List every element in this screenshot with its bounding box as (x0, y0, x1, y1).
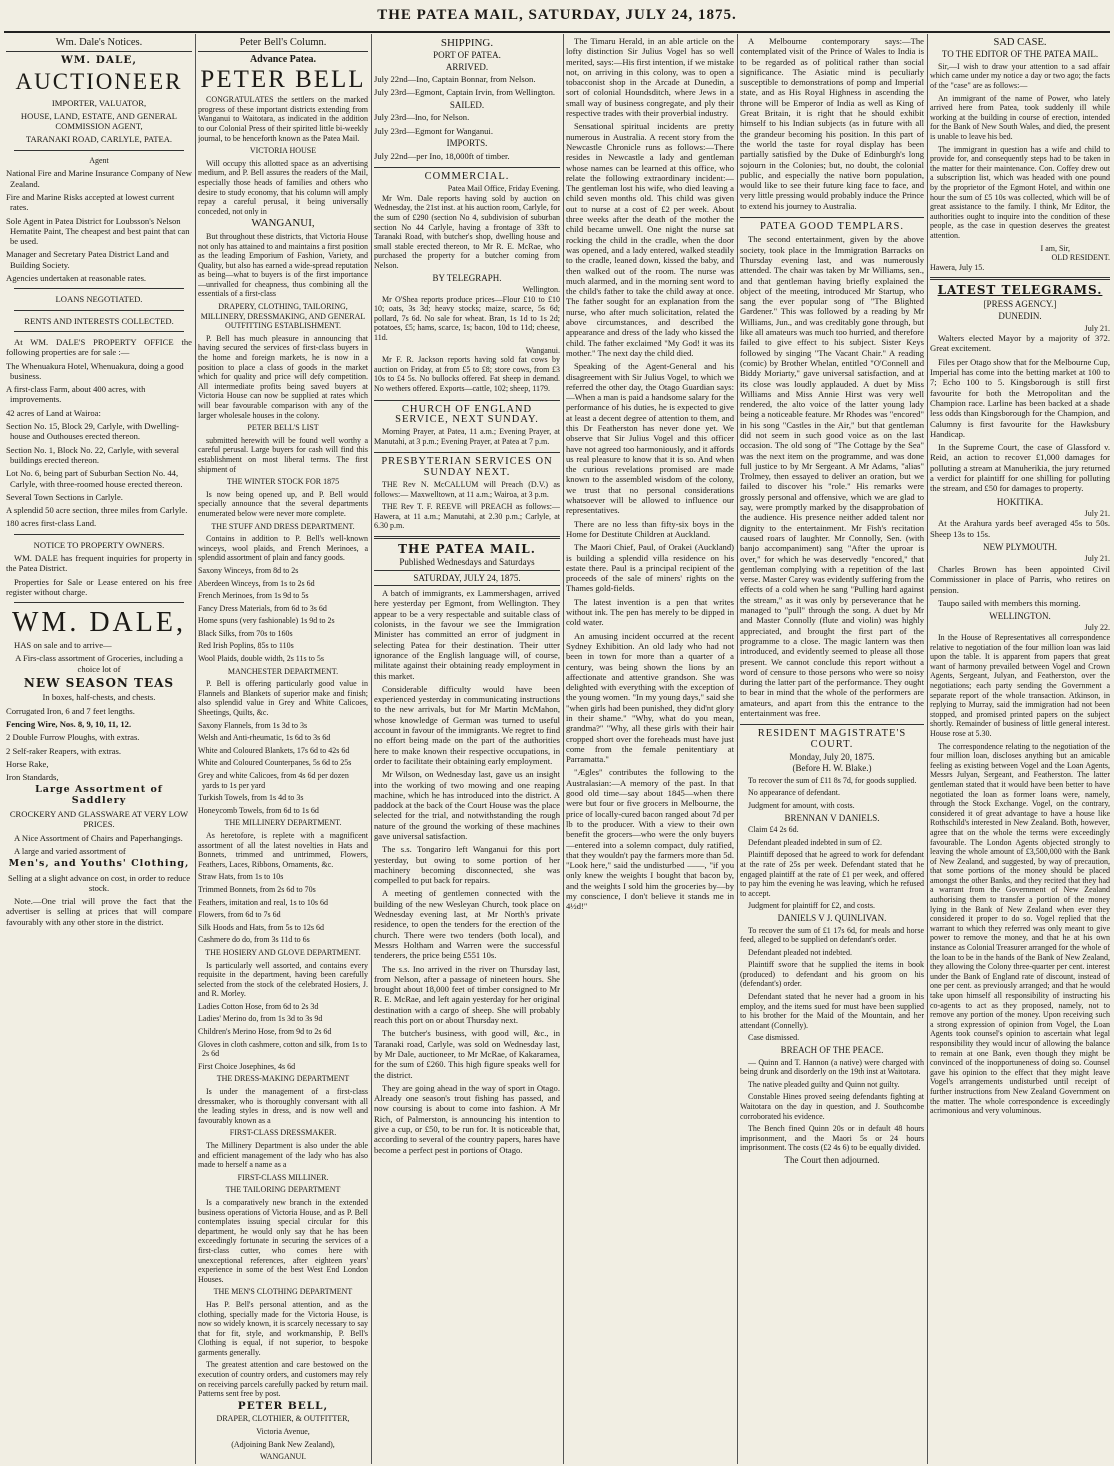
paragraph: An amusing incident occurred at the recent Sydney Exhibition. An old lady who had not been in town for more than a quarter of a century, was being shown the lions by an affectionate and attentive grandson. She was delighted with everything with the exception of the young women. "In my young days," said she "when girls had been punished, they did'nt glory in their shame." "Why, what do you mean, grandma?" "Why, all these girls with their hair cropped short over the foreheads must have just come from the female penitentiary at Parramatta." (566, 630, 734, 765)
price-line: Home spuns (very fashionable) 1s 9d to 2s (198, 616, 335, 626)
list-item: 42 acres of Land at Wairoa: (6, 407, 101, 418)
price-line: White and Coloured Blankets, 17s 6d to 42s 6d (198, 745, 350, 755)
loans-heading: LOANS NEGOTIATED. (55, 294, 143, 305)
price-line: Fancy Dress Materials, from 6d to 3s 6d (198, 603, 327, 613)
paragraph: The second entertainment, given by the above society, took place in the Immigration Barracks on Thursday evening last, and was numerously attended. The chair was taken by Mr Williams, sen., and that gentleman having briefly explained the object of the meeting, introduced Mr Startup, who sang the ever popular song of "The Blighted Gardener." This was followed by a reading by Mr Williams, Jun., and was creditably gone through, but like all amateurs was much too hurried, and therefore failed to give effect to his subject. Sister Keys followed by singing "The Vacant Chair." A reading (comic) by Brother Whelan, entitled "O'Connell and Biddy Moriarty," gave universal satisfaction, and at its close was loudly applauded. A duet by Miss Williams and Miss Annie Hirst was very well rendered, the alto voice of the latter young lady being a noticeable feature. Mr Rhodes was "encored" in his song "Castles in the Air," but that gentleman did not seem in such good voice as on the last occasion. The old song of "The Cottage by the Sea" was the next item on the programme, and was done full justice to by Mr Sergeant. A Mr Adams, "alias" Trolmey, then essayed to deliver an oration, but we failed to discover his "role." His remarks were grossly personal and offensive, which we are glad to say, were promptly marked by the disapprobation of the audience. His presence neither added talent nor dignity to the entertainment. Mr Fish's recitation caused roars of laughter. Mr Connolly, Sen. (with banjo accompaniment) sang "After the uproar is over," for which he was deservedly "encored," that gentleman complying with a repetition of the last verse. Master Carey was evidently suffering from the effects of a cold when he sang "Pulling hard against the stream," as it was only by perseverance that he managed to "pull" through the song. A duet by Mr and Master Connolly (flute and violin) was highly appreciated, and brought the first part of the programme to a close. The magic lantern was then introduced, and evidently seemed to please all those present. We cannot conclude this report without a word of censure to those persons who were so noisy during the latter part of the performance. They ought to bear in mind that the whole of the performers are amateurs, and apart from this the entrance to the entertainment was free. (740, 234, 924, 718)
court-line: Case dismissed. (748, 1033, 800, 1043)
place-heading: HOKITIKA. (996, 496, 1044, 507)
paragraph: Is a comparatively new branch in the extended business operations of Victoria House, and as P. Bell contemplates issuing special circular for this department, he would only say that he has been exceedingly fortunate in securing the services of a first-class cutter, who comes here with unexceptional references, after eighteen years' experience in some of the best West End London Houses. (198, 1197, 368, 1284)
paragraph: Mr Wilson, on Wednesday last, gave us an insight into the working of two mowing and one reaping machine, which he has introduced into the district. A paddock at the back of the Court House was the place selected for the trial, and notwithstanding the rough nature of the ground the working of these machines gave universal satisfaction. (374, 769, 560, 841)
paragraph: Is now being opened up, and P. Bell would specially announce that the several departments enumerated below were never more complete. (198, 489, 368, 518)
letter-place: Hawera, July 15. (930, 262, 985, 272)
teas-heading: NEW SEASON TEAS (23, 676, 175, 691)
clothing-intro: A large and varied assortment of (14, 845, 126, 856)
dateline: July 21. (1084, 323, 1110, 333)
paragraph: THE Rev T. F. REEVE will PREACH as follows:— Hawera, at 11 a.m.; Manutahi, at 2.30 p.m.; Carlyle, at 6.30 p.m. (374, 502, 560, 531)
shipping-line: July 22nd—Ino, Captain Bonnar, from Nelson. (374, 74, 536, 85)
court-line: Plaintiff deposed that he agreed to work for defendant at the rate of 25s per week. Defendant stated that he engaged plaintiff at the rate of £1 per week, and offered to pay him the evening he was leaving, which he refused to accept. (740, 850, 924, 898)
agent-label: Agent (89, 155, 109, 165)
subheading: ARRIVED. (445, 61, 489, 72)
price-line: Grey and white Calicoes, from 4s 6d per dozen yards to 1s per yard (198, 771, 349, 790)
advertiser-name-large: WM. DALE, (12, 607, 186, 639)
paragraph: The Timaru Herald, in an able article on the lofty distinction Sir Julius Vogel has so well merited, says:—His first intention, if we mistake not, on arriving in this colony, was to open a tobacconist shop in the Arcade at Dunedin, a sort of colonial Houndsditch, where Jews in a small way of business congregate, and ply their respective trades with their proverbial industry. (566, 36, 734, 119)
case-heading: DANIELS V J. QUINLIVAN. (777, 912, 887, 923)
paragraph: The s.s. Tongariro left Wanganui for this port yesterday, but owing to some portion of her machinery becoming disconnected, she was compelled to put back for repairs. (374, 844, 560, 886)
paper-title: THE PATEA MAIL. (398, 541, 536, 556)
paragraph: P. Bell is offering particularly good value in Flannels and Blankets of superior make and finish; also splendid value in Grey and White Calicoes, Sheetings, Quilts, &c. (198, 679, 368, 718)
subheading: FIRST-CLASS DRESSMAKER. (229, 1128, 337, 1138)
paragraph: Contains in addition to P. Bell's well-known winceys, wool plaids, and French Merinoes, a splendid assortment of plain and fancy goods. (198, 534, 368, 563)
price-line: Silk Hoods and Hats, from 5s to 12s 6d (198, 922, 324, 932)
section-heading: CHURCH OF ENGLAND SERVICE, NEXT SUNDAY. (374, 400, 560, 426)
goods-line: 2 Self-raker Reapers, with extras. (6, 745, 122, 756)
place-heading: NEW PLYMOUTH. (983, 542, 1057, 553)
price-line: White and Coloured Counterpanes, 5s 6d to 25s (198, 758, 352, 768)
column-news (566, 36, 734, 1464)
price-line: Black Silks, from 70s to 160s (198, 628, 293, 638)
column-telegrams (930, 36, 1110, 1464)
paragraph: Morning Prayer, at Patea, 11 a.m.; Evening Prayer, at Manutahi, at 3 p.m.; Evening Prayer, at Patea at 7 p.m. (374, 427, 560, 446)
column-rule (563, 34, 564, 1464)
subheading: THE HOSIERY AND GLOVE DEPARTMENT. (205, 947, 361, 957)
goods-line: Horse Rake, (6, 758, 49, 769)
dateline: Wellington. (522, 285, 560, 295)
shipping-line: July 23rd—Ino, for Nelson. (374, 112, 470, 123)
paragraph: THE Rev N. McCALLUM will Preach (D.V.) as follows:— Maxwelltown, at 11 a.m.; Wairoa, at 3 p.m. (374, 480, 560, 499)
paragraph: There are no less than fifty-six boys in the Home for Destitute Children at Auckland. (566, 518, 734, 539)
paragraph: submitted herewith will be found well worthy a careful perusal. Large buyers for cash will find this establishment on most liberal terms. The first shipment of (198, 435, 368, 474)
list-item: Section No. 15, Block 29, Carlyle, with Dwelling-house and Outhouses erected thereon. (6, 421, 180, 442)
letter-paragraph: Sir,—I wish to draw your attention to a sad affair which came under my notice a day or two ago; the facts of the "case" are as follows:— (930, 61, 1110, 91)
section-heading: PATEA GOOD TEMPLARS. (740, 217, 924, 232)
list-item: Manager and Secretary Patea District Land and Building Society. (6, 249, 169, 270)
trade-line: IMPORTER, VALUATOR, (51, 97, 147, 108)
paragraph: Will occupy this allotted space as an advertising medium, and P. Bell assures the readers of the Mail, especially those heads of families and others who desire to study economy, that his column will amply repay a careful perusal, it being universally conceded, not only in (198, 158, 368, 216)
price-line: Straw Hats, from 1s to 10s (198, 872, 284, 882)
price-line: Flowers, from 6d to 7s 6d (198, 910, 281, 920)
price-line: Honeycomb Towels, from 6d to 1s 6d (198, 805, 319, 815)
price-line: Turkish Towels, from 1s 4d to 3s (198, 793, 304, 803)
paragraph: Considerable difficulty would have been experienced yesterday in communicating instructions to the new arrivals, but for Mr Martin McMahon, whose knowledge of German was turned to useful account in favour of the immigrants. We regret to find no effort being made on the part of the authorities here to make known their respective occupations, in order to facilitate their obtaining early employment. (374, 683, 560, 766)
signoff-town: WANGANUI. (260, 1452, 306, 1462)
signoff-address: (Adjoining Bank New Zealand), (231, 1439, 335, 1449)
section-heading: PRESBYTERIAN SERVICES ON SUNDAY NEXT. (374, 452, 560, 478)
goods-line: Corrugated Iron, 6 and 7 feet lengths. (6, 705, 135, 716)
column-rule (371, 34, 372, 1464)
trade-line: HOUSE, LAND, ESTATE, AND GENERAL COMMISSION AGENT, (20, 110, 178, 132)
price-line: Aberdeen Winceys, from 1s to 2s 6d (198, 578, 315, 588)
column-bell (198, 36, 368, 1464)
list-item: Sole Agent in Patea District for Loubsson's Nelson Hematite Paint, The cheapest and best paint that can be used. (6, 215, 190, 247)
paragraph: Is particularly well assorted, and contains every requisite in the department, having been carefully selected from the stock of the celebrated Hosiers, J. and R. Morley. (198, 960, 368, 999)
subheading: THE WINTER STOCK FOR 1875 (226, 477, 340, 487)
paragraph: Walters elected Mayor by a majority of 372. Great excitement. (930, 333, 1110, 354)
subheading: PETER BELL'S LIST (247, 423, 319, 433)
divider (14, 602, 184, 603)
paragraph: The s.s. Ino arrived in the river on Thursday last, from Nelson, after a passage of nineteen hours. She brought about 18,000 feet of timber consigned to Mr R. E. McRae, and left again yesterday for her original destination with a cargo of sheep. She will probably reach this port on or about Thursday next. (374, 963, 560, 1026)
subheading: FIRST-CLASS MILLINER. (237, 1172, 329, 1182)
list-item: A first-class Farm, about 400 acres, with improvements. (6, 384, 146, 405)
dateline: Patea Mail Office, Friday Evening. (447, 184, 560, 194)
note-line: Note.—One trial will prove the fact that the advertiser is selling at prices that will compare favourably with any other store in the district. (6, 896, 192, 927)
column-header: Wm. Dale's Notices. (6, 36, 192, 52)
list-item: Fire and Marine Risks accepted at lowest current rates. (6, 191, 175, 213)
paragraph: P. Bell has much pleasure in announcing that having secured the services of first-class buyers in the home and foreign markets, he is now in a position to place a class of goods in the market which for quality and price will defy competition. All intermediate profits being saved buyers at Victoria House can now be supplied at rates which will bear favourable comparison with any of the larger wholesale houses in the colony. (198, 333, 368, 420)
court-line: Constable Hines proved seeing defendants fighting at Waitotara on the day in question, and J. Southcombe corroborated his evidence. (740, 1092, 924, 1121)
paragraph: But throughout these districts, that Victoria House not only has attained to and maintains a first position as the leading Emporium of Fashion, Variety, and Quality, but also has earned a wide-spread reputation as being—what to buyers is of the first importance—unrivalled for cheapness, thus combining all the essentials of a first-class (198, 231, 368, 299)
goods-line: In boxes, half-chests, and chests. (42, 692, 156, 703)
list-item: Lot No. 6, being part of Suburban Section No. 44, Carlyle, with three-roomed house erected thereon. (6, 468, 183, 489)
address-line: TARANAKI ROAD, CARLYLE, PATEA. (25, 134, 173, 145)
place-heading: DUNEDIN. (998, 311, 1042, 322)
paragraph: They are going ahead in the way of sport in Otago. Already one season's trout fishing has passed, and now coursing is about to come into fashion. A Mr Rich, of Palmerston, is announcing his intention to give a cup, or £50, to be run for. It is noticeable that, according to several of the country papers, hares have become a perfect pest in portions of Otago. (374, 1082, 560, 1155)
subheading: THE DRESS-MAKING DEPARTMENT (216, 1074, 350, 1084)
divider (930, 277, 1110, 280)
court-magistrate: (Before H. W. Blake.) (792, 763, 872, 774)
paragraph: A Melbourne contemporary says:—The contemplated visit of the Prince of Wales to India is to be regarded as of political rather than social significance. The Asiatic mind is peculiarly susceptible to demonstrations of pomp and Imperial state, and as His Royal Highness in ascending the throne will be Emperor of India as well as King of Great Britain, it is right that he should exhibit himself to his Indian subjects (as in future with all the grandeur becoming his position. In this part of the world the taste for royal display has been partially satisfied by the Duke of Edinburgh's long sojourn in the Colonies; but, no doubt, the colonial public, and especially the native born population, would like to see their future king face to face, and very little pressing would probably induce the Prince to extend his journey to Australia. (740, 36, 924, 211)
column-rule (195, 34, 196, 1464)
paragraph: CONGRATULATES the settlers on the marked progress of these important districts extending from Wanganui to Waitotara, as indicated in the addition to our Colonial Press of their spirited little bi-weekly journal, to be henceforth known as the Patea Mail. (198, 95, 368, 143)
goods-line: 2 Double Furrow Ploughs, with extras. (6, 732, 140, 743)
divider (14, 534, 184, 535)
goods-line: Iron Standards, (6, 772, 59, 783)
notice-body: WM. DALE has frequent inquiries for property in the Patea District. (6, 552, 192, 574)
signoff-trade: DRAPER, CLOTHIER, & OUTFITTER, (216, 1414, 350, 1424)
paragraph: In the Supreme Court, the case of Glassford v. Reid, an action to recover £1,000 damages for polluting a stream at Manuherikia, the jury returned a verdict for plaintiff for one shilling for polluting the stream, and £50 for damages to property. (930, 442, 1110, 494)
paragraph: The correspondence relating to the negotiation of the four million loan, discloses anything but an amicable feeling as existing between Vogel and the Loan Agents, Messrs Julyan, Sergeant, and Featherston. The latter gentleman stated that it would have been better to have negotiated the loan as former loans were, namely, through the Stock Exchange. Vogel, on the contrary, considered it of great advantage to have a house like Rothschild's interested in New Zealand. Both, however, agree that on the whole the terms were exceedingly favourable. The London Agents objected strongly to leaving the whole amount of £3,500,000 with the Bank of New Zealand, and suggested, by way of precaution, that some portions of the money should be placed amongst the other Banks, and they recited that they had a warrant from the Government of New Zealand authorising them to transfer a portion of the money lying in the Bank of New Zealand when ever they considered it proper to do so. Vogel replied that the warrant to which they referred was only meant to give power to remove the money, and that he at his own instance as Colonial Treasurer arranged for the whole of the loan to be in the hands of the Bank of New Zealand, they allowing the Colony three-quarter per cent. interest under the Bank of England rate of discount, instead of one per cent. as previously arranged; and that he would take upon himself all responsibility of instructing his co-agents to act as they proposed, namely, not to remove any portion of the money. Upon receiving such a strong expression of opinion from Vogel, the Loan Agents took counsel's opinion to ascertain what legal responsibility they would incur of allowing the balance to remain at one Bank, even though they might be convinced of the inopportuneness of doing so. Counsel gave his opinion to the effect that they might leave Vogel's arrangements undisturbed until receipt of further instructions from New Zealand Government on the matter. The whole correspondence is exceedingly acrimonious and very voluminous. (930, 741, 1110, 1116)
advertiser-name: WM. DALE, (60, 54, 138, 67)
notice-heading: NOTICE TO PROPERTY OWNERS. (33, 539, 165, 550)
court-line: Defendant pleaded not indebted. (748, 947, 852, 957)
paper-subtitle: Published Wednesdays and Saturdays (399, 557, 535, 568)
crockery-line: CROCKERY AND GLASSWARE AT VERY LOW PRICES. (9, 809, 189, 830)
paragraph: Mr F. R. Jackson reports having sold fat cows by auction on Friday, at from £5 to £8; store cows, from £3 10s to £4 5s. No bullocks offered. Fat sheep in demand. No wethers offered. Exports—cattle, 102; sheep, 1179. (374, 355, 560, 394)
section-heading: COMMERCIAL. (374, 167, 560, 182)
subheading: WANGANUI, (251, 217, 315, 230)
list-item: Several Town Sections in Carlyle. (6, 491, 123, 502)
price-line: Saxony Winceys, from 8d to 2s (198, 565, 299, 575)
court-line: Judgment for plaintiff for £2, and costs. (748, 901, 875, 911)
column-templars-court (740, 36, 924, 1464)
paragraph: The greatest attention and care bestowed on the execution of country orders, and customers may rely on receiving parcels carefully packed by return mail. Patterns sent free by post. (198, 1360, 368, 1399)
court-line: Claim £4 2s 6d. (748, 825, 799, 835)
dateline: July 22. (1084, 623, 1110, 633)
chairs-line: A Nice Assortment of Chairs and Paperhangings. (14, 832, 183, 843)
court-line: Plaintiff swore that he supplied the items in book (produced) to defendant and his groom on his (defendant's) order. (740, 960, 924, 989)
price-line: Trimmed Bonnets, from 2s 6d to 70s (198, 884, 316, 894)
paragraph: A meeting of gentlemen connected with the building of the new Wesleyan Church, took place on Wednesday evening last, at Mr North's private residence, to open the tenders for the erection of the church. There were two tenders (both local), and Messrs Holtham and Warren were the successful tenderers, the price being £551 10s. (374, 888, 560, 961)
list-item: 180 acres first-class Land. (6, 518, 97, 529)
court-line: To recover the sum of £1 17s 6d, for meals and horse feed, alleged to be supplied on defendant's order. (740, 925, 924, 945)
subheading: PORT OF PATEA. (433, 50, 501, 61)
section-heading: SAD CASE. (993, 37, 1047, 48)
clothing-line: Men's, and Youths' Clothing, (8, 858, 190, 870)
paragraph: The Maori Chief, Paul, of Orakei (Auckland) is building a splendid villa residence on his estate there. Paul is a principal recipient of the proceeds of the sale of miners' rights on the Thames gold-fields. (566, 542, 734, 594)
shipping-line: July 23rd—Egmont for Wanganui. (374, 125, 493, 136)
saddlery-line: Large Assortment of Saddlery (35, 784, 163, 806)
subheading: SAILED. (449, 99, 485, 110)
shipping-line: July 23rd—Egmont, Captain Irvin, from Wellington. (374, 87, 556, 98)
court-line: Defendant pleaded indebted in sum of £2. (748, 837, 882, 847)
paragraph: As heretofore, is replete with a magnificent assortment of all the latest novelties in Hats and Bonnets, trimmed and untrimmed, Flowers, Feathers, Laces, Ribbons, Ornaments, &c. (198, 830, 368, 869)
section-heading: SHIPPING. (440, 37, 494, 49)
paragraph: Charles Brown has been appointed Civil Commissioner in place of Parris, who retires on pension. (930, 563, 1110, 595)
subheading: BY TELEGRAPH. (432, 272, 502, 283)
paragraph: Is under the management of a first-class dressmaker, who is thoroughly conversant with all the leading styles in dress, and is now well and favourably known as a (198, 1087, 368, 1125)
paragraph: Has P. Bell's personal attention, and as the clothing, specially made for the Victoria House, is now so widely known, it is scarcely necessary to say that for fit, style, and workmanship, P. Bell's Clothing is equal, if not superior, to bespoke garments generally. (198, 1299, 368, 1357)
column-header: Peter Bell's Column. (198, 36, 368, 52)
column-dale-notices (6, 36, 192, 1464)
telegrams-heading: LATEST TELEGRAMS. (937, 283, 1103, 298)
advance-line: Advance Patea. (249, 53, 317, 65)
rents-heading: RENTS AND INTERESTS COLLECTED. (24, 315, 174, 326)
paragraph: The Millinery Department is also under the able and efficient management of the lady who has also made to herself a name as a (198, 1141, 368, 1170)
price-line: Ladies' Merino do, from 1s 3d to 3s 9d (198, 1014, 323, 1024)
dateline: July 21. (1084, 508, 1110, 518)
divider (14, 331, 184, 332)
subheading: THE MEN'S CLOTHING DEPARTMENT (213, 1287, 353, 1297)
paragraph: Speaking of the Agent-General and his disagreement with Sir Julius Vogel, to which we referred the other day, the Otago Guardian says:—When a man is paid a handsome salary for the performance of his duties, he is expected to give at least a decent degree of attention to them, and this Dr Featherston has never done yet. We observe that Sir Julius Vogel and this officer have not agreed too harmoniously, and it affords us real pleasure to know that it is so. And when the curious revelations promised are made known to the assembled wisdom of the colony, we trust that no personal considerations whatsoever will be allowed to influence our representatives. (566, 361, 734, 516)
paragraph: Files per Otago show that for the Melbourne Cup, Imperial has come into the betting market at 100 to 7; Echo 100 to 5. Kingsborough is still first favourite for both the Metropolitan and the Champion race. Larline has been backed at a shade less odds than Kingsborough for the Champion, and Calumny is first favourite for the Hawksbury Handicap. (930, 356, 1110, 439)
paragraph: Sensational spiritual incidents are pretty numerous in Australia. A recent story from the Newcastle Chronicle runs as follows:—There resides in Newcastle a lady and gentleman whose names can be learned at this office, who relate the following extraordinary incident:—The gentleman lost his wife, who died leaving a child seven months old. This child was given out to nurse at a cost of £2 per week. About three weeks after the death of the mother the child became unwell. One night the nurse sat rocking the child in the cradle, when the door was opened, and a lady entered, walked steadily to the cradle, leaned down, kissed the baby, and then walked out of the room. The nurse was much alarmed, and in the morning sent word to the child's father to take the child away at once. The father sought for an explanation from the nurse, who after much solicitation, related the above circumstances, and described the appearance and dress of the lady who kissed the child. The father exclaimed "My God! it was its mother." The next day the child died. (566, 121, 734, 358)
court-line: Judgment for amount, with costs. (748, 800, 855, 810)
court-line: To recover the sum of £11 8s 7d, for goods supplied. (748, 775, 917, 785)
subheading: VICTORIA HOUSE (249, 146, 317, 156)
shipping-line: July 22nd—per Ino, 18,000ft of timber. (374, 150, 510, 161)
paragraph: The butcher's business, with good will, &c., in Taranaki road, Carlyle, was sold on Wednesday last, by Mr Dale, auctioneer, to Mr McRae, of Kakaramea, for the sum of £260. This high figure speaks well for the district. (374, 1028, 560, 1080)
signoff-name: PETER BELL, (237, 1399, 329, 1412)
case-heading: BRENNAN V DANIELS. (784, 812, 880, 823)
paragraph: "Ægles" contributes the following to the Australasian:—A memory of the past. In that good old time—say about 1845—when there were but four or five grocers in Melbourne, the price of locally-cured bacon ranged about 7d per lb to the producer. With a view to their own benefit the grocers—who were the only buyers—entered into a solemn compact, duly ratified, that they wouldn't pay the farmers more than 5d. "Look here," said the undisturbed ——, "if you only knew the weights I bought that bacon by, and the weights I sold him the groceries by—by my conscience, I don't believe it stands me in 4½d!" (566, 767, 734, 912)
letter-paragraph: An immigrant of the name of Power, who lately arrived here from Patea, took suddenly ill while working at the building in course of erection, intended for the Bank of New South Wales, and died, the present is unable to leave his bed. (930, 93, 1110, 142)
court-line: The native pleaded guilty and Quinn not guilty. (748, 1079, 900, 1089)
dateline: July 21. (1084, 554, 1110, 564)
court-line: The Court then adjourned. (784, 1154, 880, 1165)
press-agency-label: [PRESS AGENCY.] (983, 298, 1057, 309)
subheading: THE TAILORING DEPARTMENT (225, 1185, 341, 1195)
subheading: TO THE EDITOR OF THE PATEA MAIL. (941, 49, 1099, 60)
masthead: THE PATEA MAIL, SATURDAY, JULY 24, 1875. (377, 7, 737, 23)
subheading: MANCHESTER DEPARTMENT. (227, 666, 339, 676)
letter-paragraph: The immigrant in question has a wife and child to provide for, and consequently steps had to be taken in the matter for their maintenance. Con. Coffey drew out a subscription list, which was headed with one pound by the proprietor of the Egmont Hotel, and within one hour the sum of £5 10s was collected, which will be of great assistance to the family. I think, Mr Editor, the authorities ought to inquire into the condition of these people, as the case in question deserves the greatest attention. (930, 144, 1110, 240)
court-line: — Quinn and T. Hannon (a native) were charged with being drunk and disorderly on the 19th inst at Waitotara. (740, 1057, 924, 1077)
assortment-line: A Firs-class assortment of Groceries, including a choice lot of (15, 653, 183, 674)
advertiser-name: PETER BELL (200, 66, 366, 94)
price-line: Red Irish Poplins, 85s to 110s (198, 641, 294, 651)
place-heading: WELLINGTON. (989, 611, 1051, 622)
list-item: The Whenuakura Hotel, Whenuakura, doing a good business. (6, 360, 184, 381)
price-line: Cashmere do do, from 3s 11d to 6s (198, 935, 310, 945)
price-line: Welsh and Anti-rheumatic, 1s 6d to 3s 6d (198, 733, 331, 743)
letter-signer: OLD RESIDENT. (1051, 253, 1110, 263)
court-date: Monday, July 20, 1875. (789, 751, 875, 762)
price-line: Ladies Cotton Hose, from 6d to 2s 3d (198, 1001, 319, 1011)
column-shipping-news (374, 36, 560, 1464)
price-line: French Merinoes, from 1s 9d to 5s (198, 591, 309, 601)
subheading: DRAPERY, CLOTHING, TAILORING, MILLINERY, DRESSMAKING, AND GENERAL OUTFITTING ESTABLISHMENT. (200, 302, 366, 331)
paragraph: Taupo sailed with members this morning. (938, 597, 1081, 608)
price-line: Children's Merino Hose, from 9d to 2s 6d (198, 1027, 332, 1037)
list-item: A splendid 50 acre section, three miles from Carlyle. (6, 505, 188, 516)
auctioneer-title: AUCTIONEER (15, 68, 183, 94)
price-line: Feathers, imitation and real, 1s to 10s 6d (198, 897, 328, 907)
divider (14, 150, 184, 151)
section-heading: RESIDENT MAGISTRATE'S COURT. (740, 724, 924, 750)
subheading: THE STUFF AND DRESS DEPARTMENT. (211, 521, 355, 531)
court-line: Defendant stated that he never had a groom in his employ, and the items sued for must have been supplied to his brother for the Maid of the Mountain, and her attendant (Connelly). (740, 992, 924, 1030)
letter-sign: I am, Sir, (1040, 243, 1070, 253)
list-item: Section No. 1, Block No. 22, Carlyle, with several buildings erected thereon. (6, 444, 180, 465)
divider (14, 310, 184, 311)
price-line: Gloves in cloth cashmere, cotton and silk, from 1s to 2s 6d (198, 1039, 368, 1059)
property-intro: At WM. DALE'S PROPERTY OFFICE the following properties are for sale :— (6, 336, 192, 358)
divider (374, 536, 560, 539)
notice-body: Properties for Sale or Lease entered on his free register without charge. (6, 576, 192, 597)
court-line: No appearance of defendant. (748, 788, 840, 798)
column-rule (737, 34, 738, 1464)
paper-date: SATURDAY, JULY 24, 1875. (374, 570, 560, 586)
list-item: National Fire and Marine Insurance Company of New Zealand. (6, 168, 192, 189)
paragraph: A batch of immigrants, ex Lammershagen, arrived here yesterday per Egmont, from Wellington. They appear to be a very respectable and suitable class of colonists, in the favour we see the Immigration Minister has committed an error of judgment in selecting Patea for their destination. Their utter ignorance of the English language will, of course, militate against their obtaining ready employment in this market. (374, 588, 560, 681)
divider (14, 288, 184, 289)
price-line: Saxony Flannels, from 1s 3d to 3s (198, 720, 308, 730)
subheading: IMPORTS. (446, 137, 488, 148)
court-line: The Bench fined Quinn 20s or in default 48 hours imprisonment, and the Maori 5s or 24 hours imprisonment. The costs (£2 4s 6) to be equally divided. (740, 1124, 924, 1153)
price-line: Wool Plaids, double width, 2s 11s to 5s (198, 654, 324, 664)
subheading: THE MILLINERY DEPARTMENT. (224, 818, 342, 828)
selling-line: Selling at a slight advance on cost, in order to reduce stock. (7, 872, 191, 893)
paragraph: The latest invention is a pen that writes without ink. The pen has merely to be dipped in cold water. (566, 596, 734, 628)
goods-line: Fencing Wire, Nos. 8, 9, 10, 11, 12. (6, 718, 132, 729)
paragraph: In the House of Representatives all correspondence relative to negotiation of the four million loan was laid upon the table. It is apparent from papers that great want of harmony prevailed between Vogel and Crown Agents, Sergeant, Julyan, and Featherston, over the negotiations; each party sending the Government a separate report of the whole transaction. Atkinson, in replying to Murray, said the immigration had not been stopped, and promised printed papers on the subject shortly. Remainder of business of little general interest. House rose at 5.30. (930, 633, 1110, 738)
case-heading: BREACH OF THE PEACE. (780, 1045, 884, 1056)
paragraph: Mr O'Shea reports produce prices—Flour £10 to £10 10; oats, 3s 3d; heavy stocks; maize, scarce, 5s 6d; pollard, 7s 6d. No sale for wheat. Bran, 1s 1d to 1s 2d; potatoes, £5; hams, scarce, 1s; bacon, 10d to 11d; cheese, 11d. (374, 294, 560, 343)
masthead-rule (4, 31, 1110, 33)
signoff-address: Victoria Avenue, (256, 1427, 310, 1437)
on-sale-line: HAS on sale and to arrive— (14, 640, 112, 651)
column-rule (927, 34, 928, 1464)
price-line: First Choice Josephines, 4s 6d (198, 1061, 296, 1071)
paragraph: At the Arahura yards beef averaged 45s to 50s. Sheep 13s to 15s. (930, 518, 1110, 539)
dateline: Wanganui. (525, 345, 560, 355)
paragraph: Mr Wm. Dale reports having sold by auction on Wednesday, the 21st inst. at his auction room, Carlyle, for the sum of £290 (section No 4, subdivision of suburban section No 44 Carlyle, having a frontage of 33ft to Taranaki Road, with butcher's shop, dwelling house and small stable erected thereon, to Mr R. E. McRae, who purchased the property for a butcher coming from Nelson. (374, 193, 560, 270)
list-item: Agencies undertaken at reasonable rates. (6, 273, 147, 284)
